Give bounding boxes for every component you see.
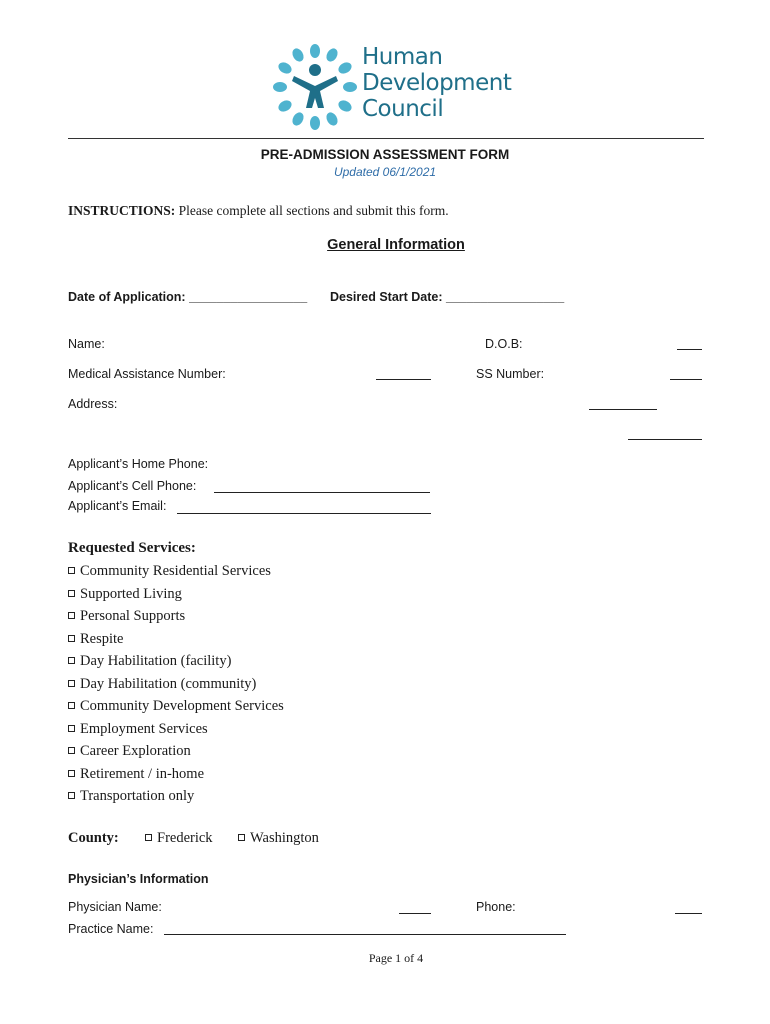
date-of-application-field[interactable]: Date of Application: _________________ bbox=[68, 290, 308, 304]
checkbox-icon[interactable] bbox=[145, 834, 152, 841]
checkbox-icon[interactable] bbox=[68, 792, 75, 799]
header-divider bbox=[68, 138, 704, 139]
physician-name-field[interactable] bbox=[399, 913, 431, 914]
county-option-washington[interactable] bbox=[238, 830, 319, 847]
checkbox-icon[interactable] bbox=[68, 702, 75, 709]
address-field-line-2[interactable] bbox=[628, 439, 702, 440]
page-number: Page 1 of 4 bbox=[368, 951, 424, 965]
service-label: Retirement / in-home bbox=[80, 765, 205, 782]
medical-assistance-field[interactable] bbox=[376, 379, 431, 380]
county-option-label: Washington bbox=[250, 830, 319, 846]
logo-line-2: Development bbox=[362, 70, 512, 96]
service-label: Personal Supports bbox=[80, 608, 186, 624]
practice-name-field[interactable] bbox=[164, 934, 566, 935]
checkbox-icon[interactable] bbox=[68, 725, 75, 732]
logo-line-1: Human bbox=[362, 44, 443, 70]
service-option[interactable] bbox=[68, 650, 284, 673]
county-label: County: bbox=[68, 830, 119, 846]
service-option[interactable] bbox=[68, 785, 284, 808]
service-label: Day Habilitation (community) bbox=[80, 675, 257, 692]
physician-heading: Physician’s Information bbox=[68, 872, 209, 886]
service-label: Respite bbox=[80, 630, 124, 647]
desired-start-date-field[interactable]: Desired Start Date: _________________ bbox=[330, 290, 565, 304]
email-field[interactable] bbox=[177, 513, 431, 514]
instructions-label: INSTRUCTIONS: bbox=[68, 203, 176, 218]
name-label: Name: bbox=[68, 337, 105, 351]
checkbox-icon[interactable] bbox=[68, 657, 75, 664]
physician-phone-label: Phone: bbox=[476, 900, 516, 914]
service-option[interactable] bbox=[68, 560, 284, 583]
service-label: Day Habilitation (facility) bbox=[80, 653, 232, 669]
physician-name-label: Physician Name: bbox=[68, 900, 162, 914]
requested-services-heading: Requested Services: bbox=[68, 540, 196, 556]
checkbox-icon[interactable] bbox=[68, 567, 75, 574]
medical-assistance-label: Medical Assistance Number: bbox=[68, 367, 226, 381]
county-option-frederick[interactable] bbox=[145, 830, 213, 847]
email-label: Applicant’s Email: bbox=[68, 499, 167, 513]
hdc-logo-mark bbox=[272, 44, 358, 130]
service-option[interactable] bbox=[68, 718, 284, 741]
service-label: Career Exploration bbox=[80, 743, 191, 759]
checkbox-icon[interactable] bbox=[68, 680, 75, 687]
address-field-line-1[interactable] bbox=[589, 409, 657, 410]
physician-phone-field[interactable] bbox=[675, 913, 702, 914]
home-phone-label: Applicant’s Home Phone: bbox=[68, 457, 209, 471]
ss-number-label: SS Number: bbox=[476, 367, 545, 381]
address-label: Address: bbox=[68, 397, 118, 411]
cell-phone-field[interactable] bbox=[214, 492, 430, 493]
section-general-information: General Information bbox=[327, 237, 465, 253]
service-option[interactable] bbox=[68, 628, 284, 651]
service-option[interactable] bbox=[68, 673, 284, 696]
cell-phone-label: Applicant’s Cell Phone: bbox=[68, 479, 197, 493]
service-option[interactable] bbox=[68, 605, 284, 628]
checkbox-icon[interactable] bbox=[68, 612, 75, 619]
hdc-logo-wordmark bbox=[362, 44, 511, 122]
form-title: PRE-ADMISSION ASSESSMENT FORM bbox=[260, 147, 510, 162]
checkbox-icon[interactable] bbox=[68, 635, 75, 642]
checkbox-icon[interactable] bbox=[238, 834, 245, 841]
checkbox-icon[interactable] bbox=[68, 770, 75, 777]
service-label: Transportation only bbox=[80, 788, 195, 804]
service-label: Community Development Services bbox=[80, 698, 284, 714]
service-option[interactable] bbox=[68, 763, 284, 786]
service-option[interactable] bbox=[68, 583, 284, 606]
requested-services-list bbox=[68, 560, 284, 808]
instructions bbox=[68, 203, 449, 219]
service-option[interactable] bbox=[68, 695, 284, 718]
service-option[interactable] bbox=[68, 740, 284, 763]
county-option-label: Frederick bbox=[157, 830, 213, 846]
checkbox-icon[interactable] bbox=[68, 747, 75, 754]
dob-field[interactable] bbox=[677, 349, 702, 350]
updated-date: Updated 06/1/2021 bbox=[333, 165, 437, 179]
service-label: Employment Services bbox=[80, 720, 208, 737]
dob-label: D.O.B: bbox=[485, 337, 523, 351]
service-label: Community Residential Services bbox=[80, 563, 271, 579]
ss-number-field[interactable] bbox=[670, 379, 702, 380]
practice-name-label: Practice Name: bbox=[68, 922, 154, 936]
service-label: Supported Living bbox=[80, 585, 182, 602]
instructions-text: Please complete all sections and submit this form. bbox=[175, 203, 449, 218]
logo-line-3: Council bbox=[362, 96, 444, 122]
checkbox-icon[interactable] bbox=[68, 590, 75, 597]
